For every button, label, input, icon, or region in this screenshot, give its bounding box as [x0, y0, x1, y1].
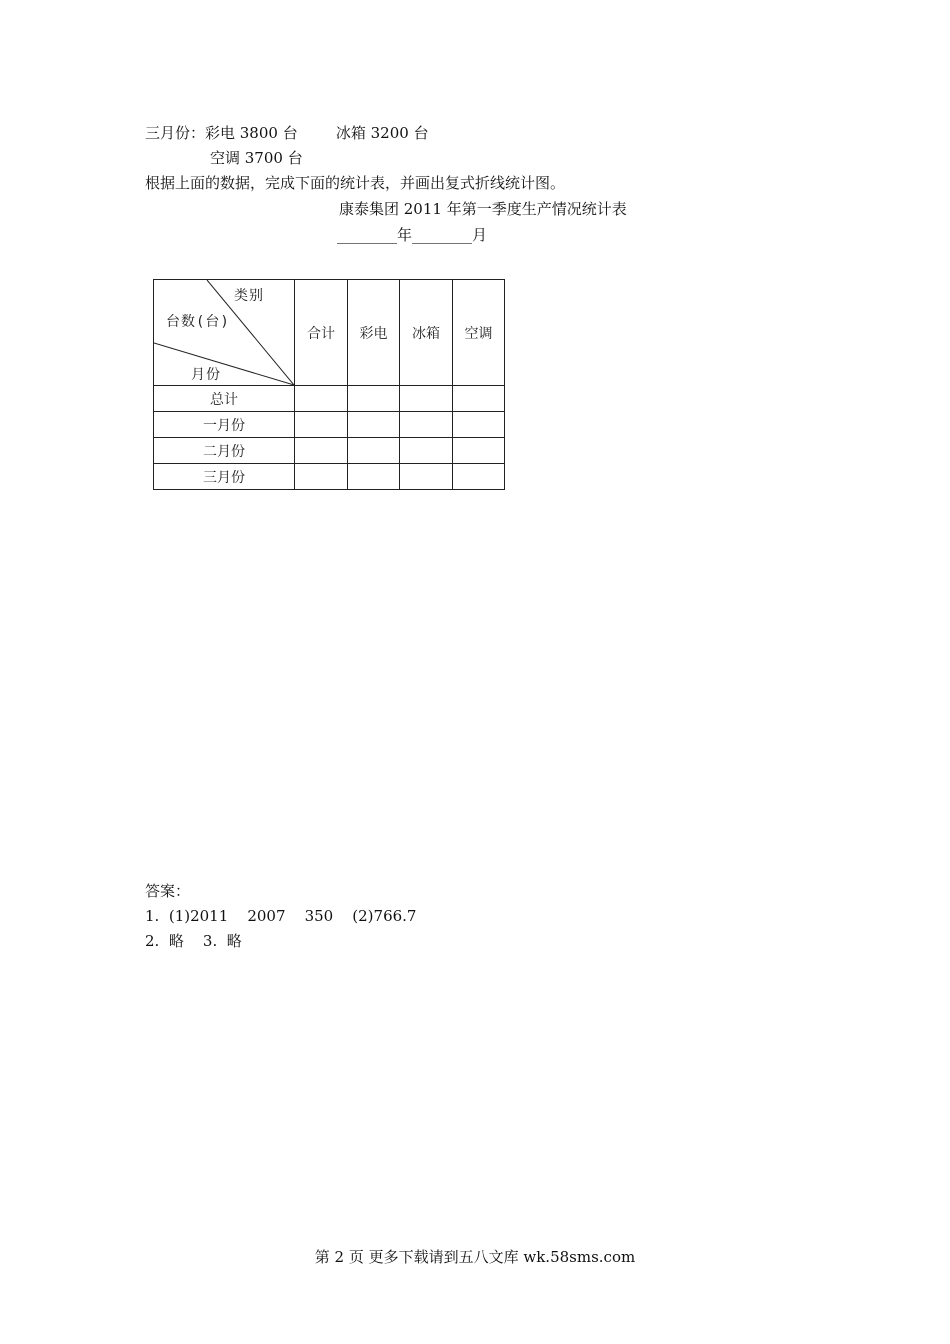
table-row [154, 386, 505, 412]
statistics-table [153, 279, 505, 490]
column-header-color-tv: 彩电 [348, 280, 400, 386]
corner-label-category: 类别 [234, 288, 264, 304]
row-header-total: 总计 [154, 386, 295, 412]
instruction-text: 根据上面的数据，完成下面的统计表，并画出复式折线统计图。 [145, 174, 566, 192]
column-header-fridge: 冰箱 [400, 280, 453, 386]
table-cell [295, 386, 348, 412]
march-data-line-1: 三月份：彩电 3800 台 冰箱 3200 台 [145, 124, 429, 142]
row-header-march: 三月份 [154, 464, 295, 490]
diagonal-lines [154, 280, 294, 385]
corner-label-quantity: 台数(台) [166, 314, 230, 330]
corner-label-month: 月份 [191, 367, 221, 383]
table-cell [400, 438, 453, 464]
column-header-total: 合计 [295, 280, 348, 386]
table-cell [348, 464, 400, 490]
table-cell [453, 412, 505, 438]
table-cell [400, 412, 453, 438]
table-cell [400, 386, 453, 412]
column-header-air-conditioner: 空调 [453, 280, 505, 386]
answer-line-2: 2. 略 3. 略 [145, 932, 242, 950]
table-cell [295, 438, 348, 464]
table-header-row [154, 280, 505, 386]
row-header-february: 二月份 [154, 438, 295, 464]
answers-heading: 答案： [145, 882, 191, 900]
table-title: 康泰集团 2011 年第一季度生产情况统计表 [339, 200, 627, 218]
march-data-line-2: 空调 3700 台 [210, 149, 303, 167]
table-cell [453, 464, 505, 490]
table-cell [400, 464, 453, 490]
date-line: ________年________月 [337, 226, 488, 244]
table-cell [453, 438, 505, 464]
table-cell [295, 464, 348, 490]
answer-line-1: 1. (1)2011 2007 350 (2)766.7 [145, 907, 417, 925]
diagonal-corner-cell [154, 280, 295, 386]
table-cell [348, 438, 400, 464]
table-row [154, 438, 505, 464]
table-cell [453, 386, 505, 412]
row-header-january: 一月份 [154, 412, 295, 438]
table-row [154, 464, 505, 490]
table-cell [348, 412, 400, 438]
table-cell [348, 386, 400, 412]
table-cell [295, 412, 348, 438]
page-footer: 第 2 页 更多下载请到五八文库 wk.58sms.com [314, 1248, 636, 1266]
table-row [154, 412, 505, 438]
